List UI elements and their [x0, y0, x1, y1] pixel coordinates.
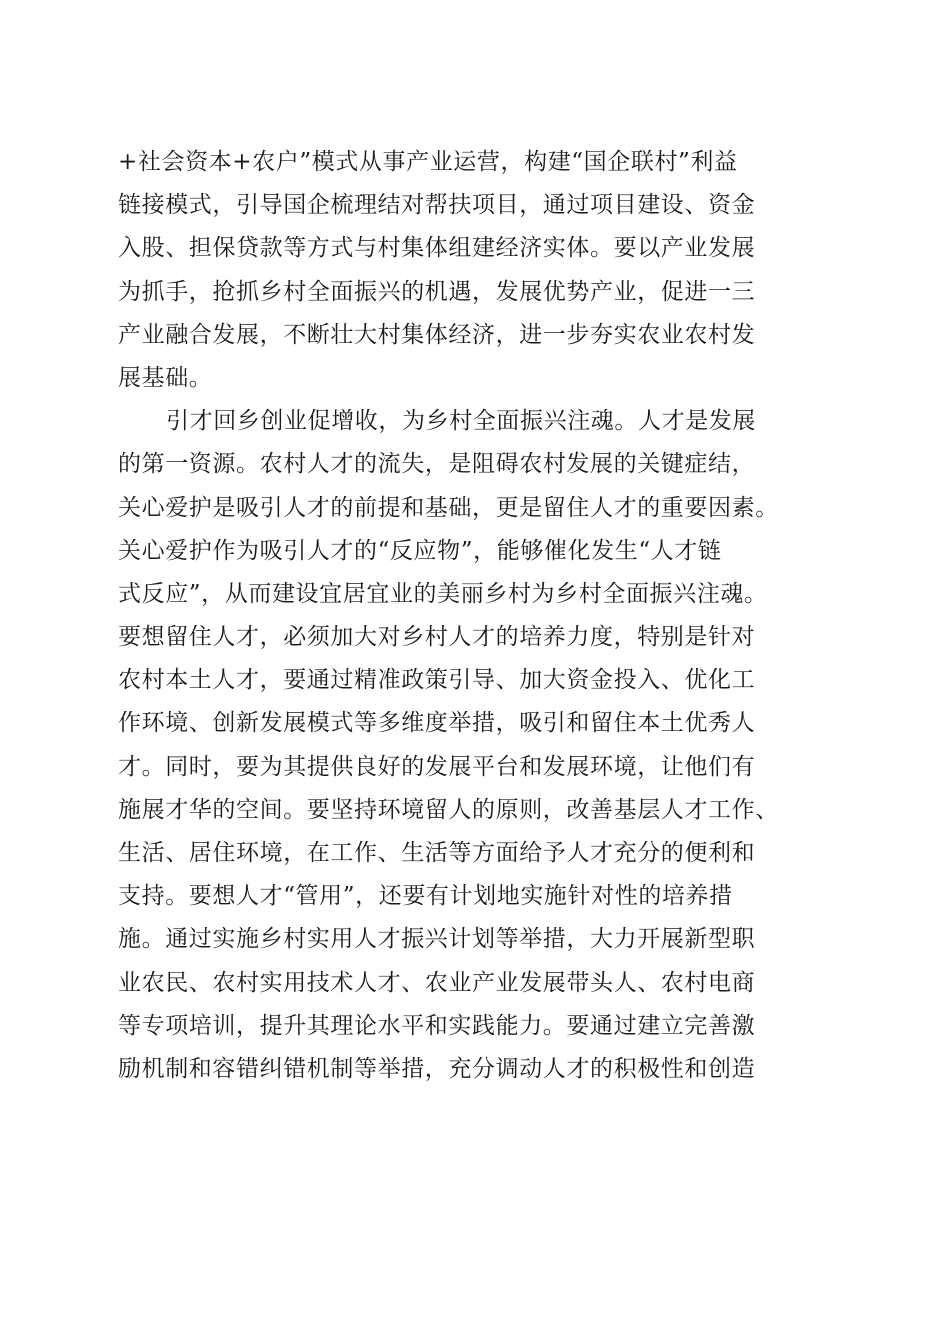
paragraph-start-line: 引才回乡创业促增收，为乡村全面振兴注魂。人才是发展 — [166, 408, 756, 435]
text-line: 生活、居住环境，在工作、生活等方面给予人才充分的便利和 — [118, 840, 756, 866]
text-line: 链接模式，引导国企梳理结对帮扶项目，通过项目建设、资金 — [118, 192, 756, 219]
text-line: 农村本土人才，要通过精准政策引导、加大资金投入、优化工 — [118, 667, 756, 694]
text-line: 产业融合发展，不断壮大村集体经济，进一步夯实农业农村发 — [118, 321, 756, 348]
text-line: 业农民、农村实用技术人才、农业产业发展带头人、农村电商 — [118, 969, 756, 996]
text-line: +社会资本+农户”模式从事产业运营，构建“国企联村”利益 — [118, 149, 738, 175]
text-line: 作环境、创新发展模式等多维度举措，吸引和留住本土优秀人 — [118, 710, 756, 737]
text-line: 展基础。 — [118, 364, 213, 391]
text-line: 励机制和容错纠错机制等举措，充分调动人才的积极性和创造 — [118, 1055, 756, 1082]
text-line: 关心爱护是吸引人才的前提和基础，更是留住人才的重要因素。 — [118, 494, 779, 521]
text-line: 入股、担保贷款等方式与村集体组建经济实体。要以产业发展 — [118, 235, 756, 262]
text-line: 才。同时，要为其提供良好的发展平台和发展环境，让他们有 — [118, 753, 756, 780]
text-line: 施展才华的空间。要坚持环境留人的原则，改善基层人才工作、 — [118, 796, 779, 823]
text-line: 等专项培训，提升其理论水平和实践能力。要通过建立完善激 — [118, 1012, 756, 1039]
text-line: 要想留住人才，必须加大对乡村人才的培养力度，特别是针对 — [118, 624, 756, 651]
body-text — [118, 141, 838, 1091]
text-line: 支持。要想人才“管用”，还要有计划地实施针对性的培养措 — [118, 883, 733, 910]
text-line: 为抓手，抢抓乡村全面振兴的机遇，发展优势产业，促进一三 — [118, 278, 756, 305]
text-line: 式反应”，从而建设宜居宜业的美丽乡村为乡村全面振兴注魂。 — [118, 580, 768, 607]
text-line: 的第一资源。农村人才的流失，是阻碍农村发展的关键症结， — [118, 451, 756, 478]
text-line: 关心爱护作为吸引人才的“反应物”，能够催化发生“人才链 — [118, 537, 722, 564]
text-line: 施。通过实施乡村实用人才振兴计划等举措，大力开展新型职 — [118, 926, 756, 953]
